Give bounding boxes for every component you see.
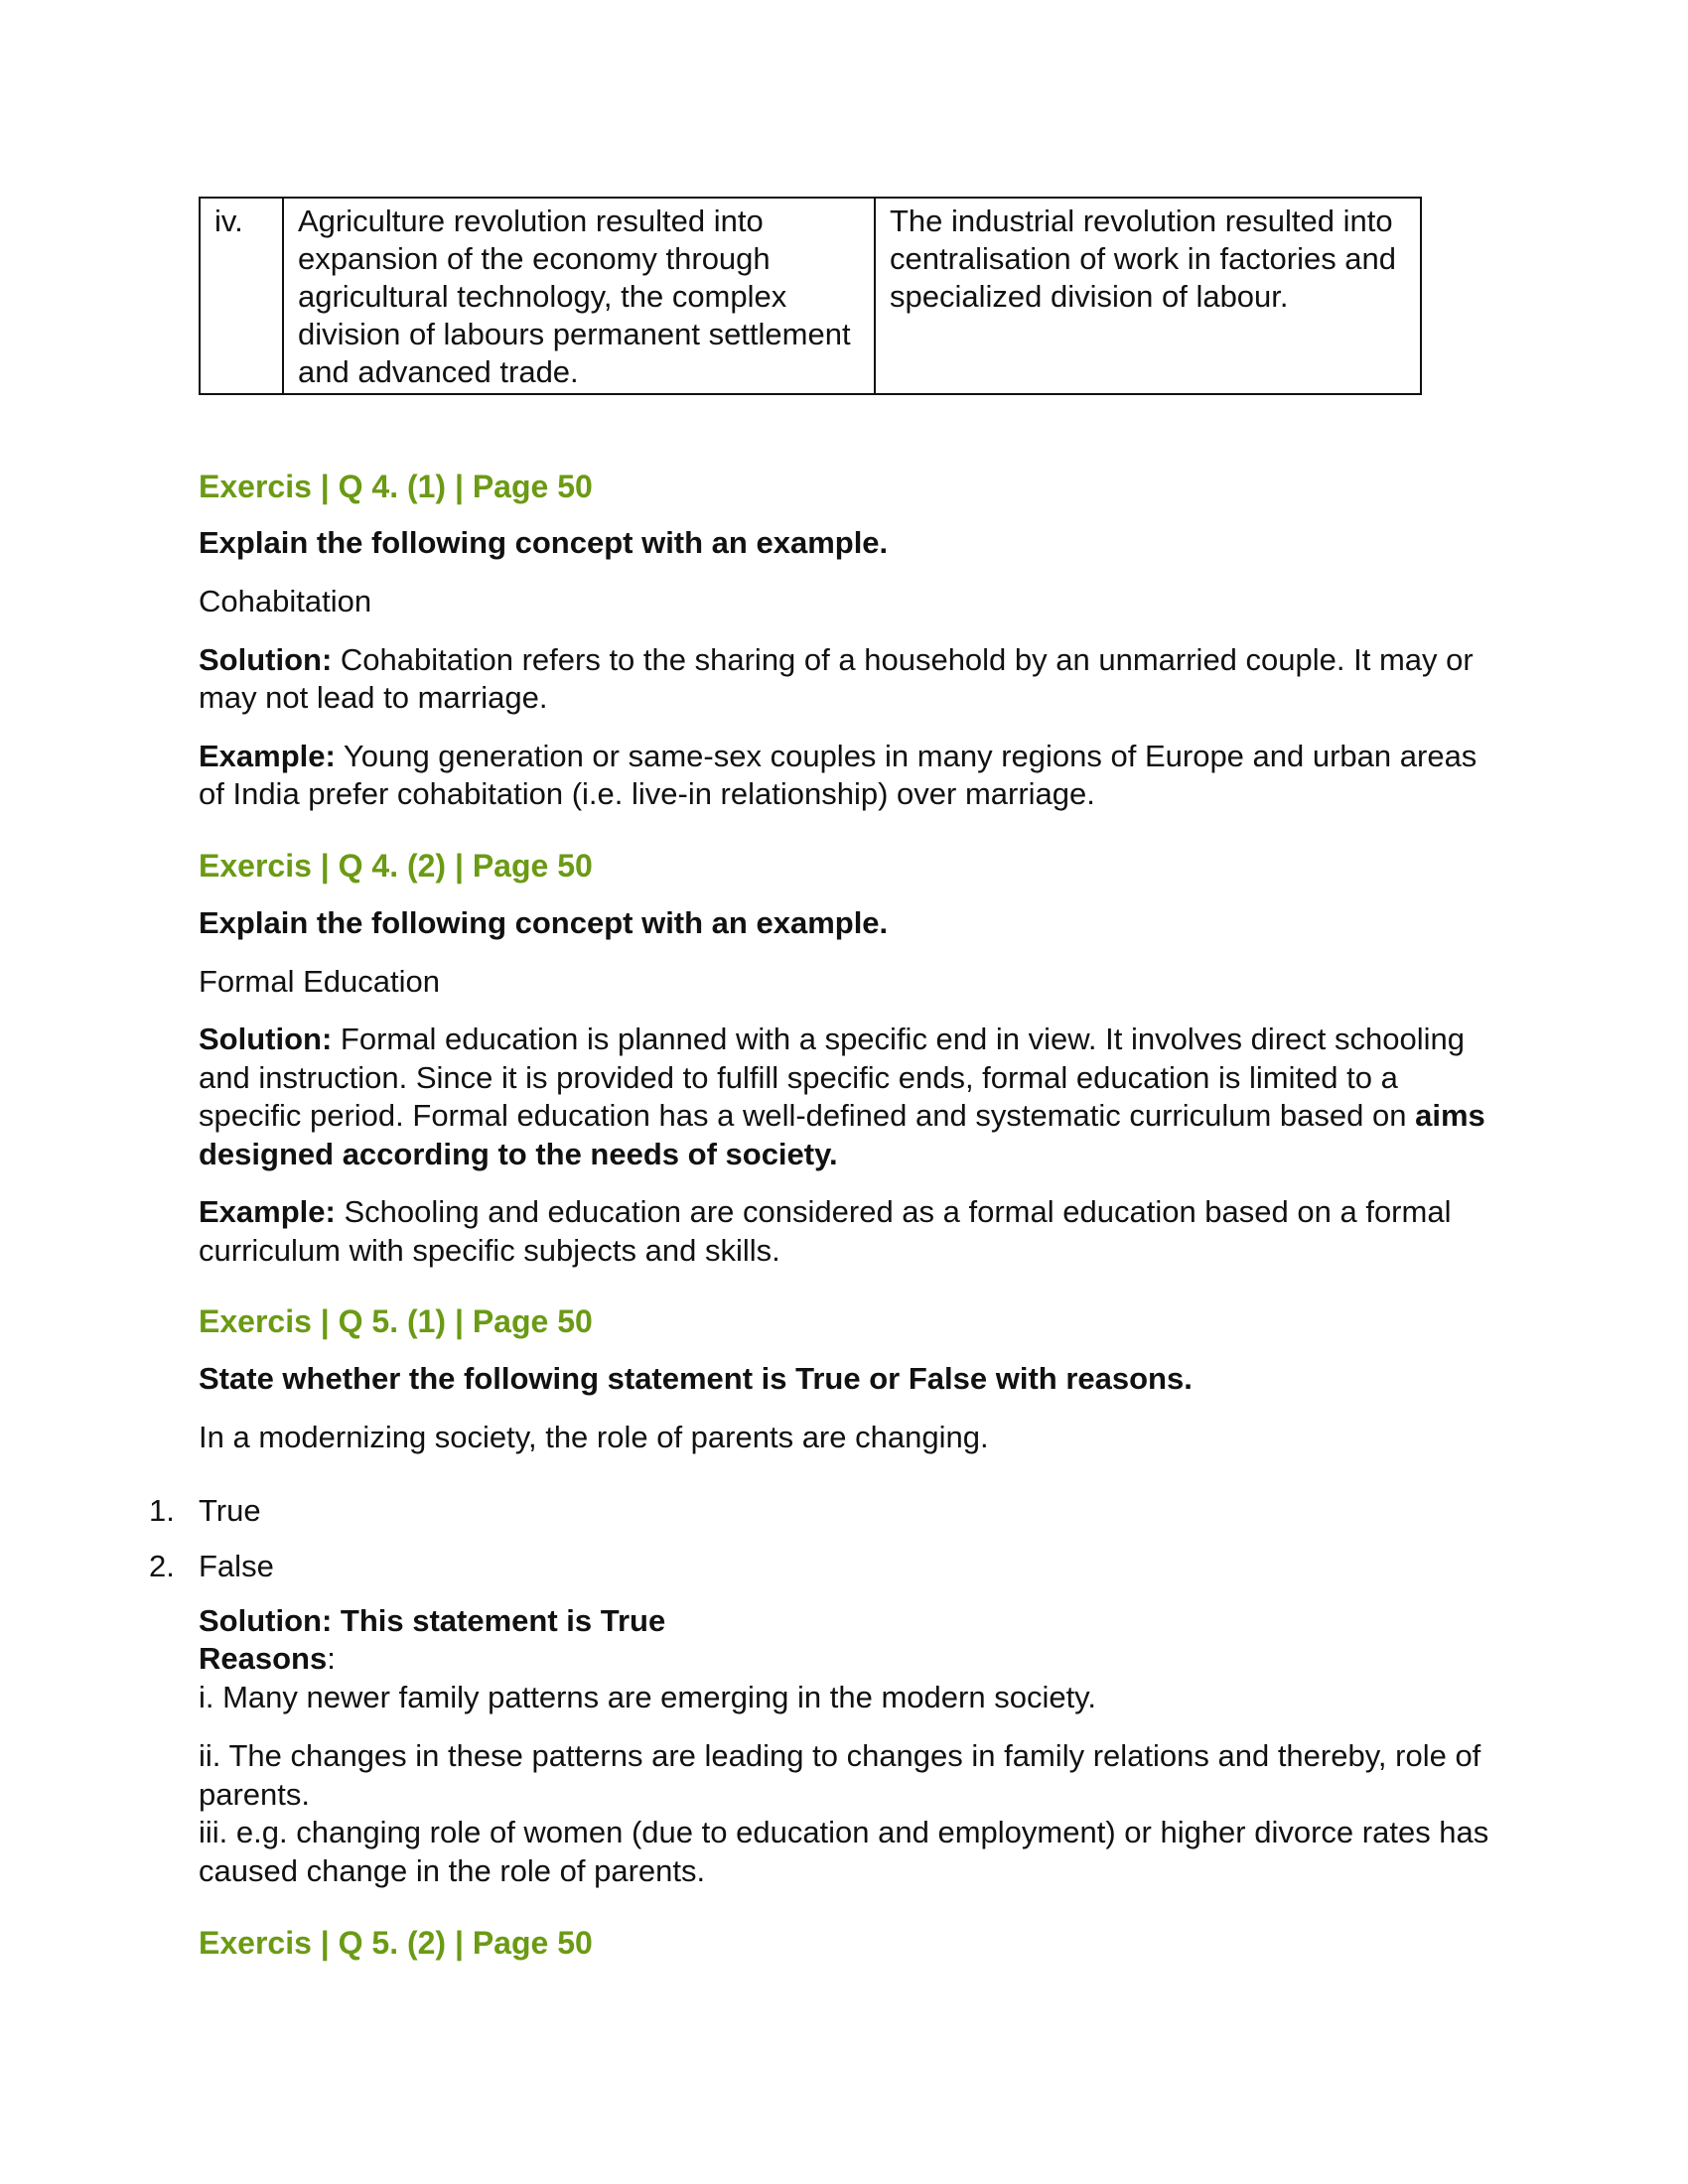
- statement-text: In a modernizing society, the role of parents are changing.: [199, 1420, 989, 1454]
- solution-label: Solution:: [199, 1022, 333, 1056]
- reasons-heading: [199, 1640, 1499, 1679]
- list-item: [149, 1491, 1499, 1531]
- row-number-cell: iv.: [200, 198, 283, 394]
- reasons-label: Reasons: [199, 1641, 328, 1676]
- question-heading: Exercis | Q 4. (1) | Page 50: [199, 469, 593, 504]
- question-4-2: [199, 846, 1499, 1271]
- question-5-2: [199, 1923, 1499, 1963]
- example-paragraph: [199, 738, 1499, 814]
- question-prompt: State whether the following statement is True or False with reasons.: [199, 1361, 1193, 1396]
- question-heading: Exercis | Q 5. (1) | Page 50: [199, 1303, 593, 1339]
- list-item: [149, 1547, 1499, 1586]
- page-content: [149, 197, 1499, 1963]
- reasons-colon: :: [327, 1641, 336, 1676]
- question-heading: Exercis | Q 5. (2) | Page 50: [199, 1925, 593, 1961]
- question-prompt: Explain the following concept with an example.: [199, 525, 889, 560]
- solution-label: Solution:: [199, 641, 333, 677]
- concept-term: Formal Education: [199, 963, 440, 999]
- reason-3: iii. e.g. changing role of women (due to education and employment) or higher divorce rates has caused change in the role of parents.: [199, 1815, 1489, 1888]
- comparison-table: [199, 197, 1422, 395]
- solution-bold-text: aims designed according to the needs of society.: [199, 1098, 1485, 1171]
- solution-line: Solution: This statement is True: [199, 1602, 666, 1638]
- example-paragraph: [199, 1193, 1499, 1270]
- question-prompt: Explain the following concept with an example.: [199, 904, 889, 940]
- question-5-1: [149, 1301, 1499, 1890]
- example-text: Schooling and education are considered as a formal education based on a formal curriculum with specific subjects and skills.: [199, 1194, 1452, 1268]
- options-list: [149, 1491, 1499, 1586]
- option-number: 2.: [149, 1548, 175, 1583]
- agriculture-revolution-cell: Agriculture revolution resulted into expansion of the economy through agricultural technology, the complex division of labours permanent settlement and advanced trade.: [283, 198, 875, 394]
- solution-text: Formal education is planned with a specific end in view. It involves direct schooling and instruction. Since it is provided to fulfill specific ends, formal education is limited to a specific period. Formal education has a well-defined and systematic curriculum based on: [199, 1022, 1465, 1133]
- question-4-1: [199, 467, 1499, 814]
- option-label: False: [199, 1548, 274, 1583]
- reason-1: i. Many newer family patterns are emerging in the modern society.: [199, 1679, 1096, 1714]
- example-label: Example:: [199, 1194, 336, 1229]
- option-label: True: [199, 1492, 261, 1528]
- example-label: Example:: [199, 738, 336, 773]
- question-heading: Exercis | Q 4. (2) | Page 50: [199, 847, 593, 884]
- reason-2: ii. The changes in these patterns are leading to changes in family relations and thereby, role of parents.: [199, 1738, 1481, 1812]
- solution-paragraph: [199, 1021, 1499, 1173]
- solution-paragraph: [199, 641, 1499, 718]
- industrial-revolution-cell: The industrial revolution resulted into centralisation of work in factories and specialized division of labour.: [875, 198, 1421, 394]
- concept-term: Cohabitation: [199, 584, 372, 618]
- option-number: 1.: [149, 1492, 175, 1528]
- table-row: [200, 198, 1421, 394]
- example-text: Young generation or same-sex couples in many regions of Europe and urban areas of India prefer cohabitation (i.e. live-in relationship) over marriage.: [199, 738, 1477, 811]
- solution-text: Cohabitation refers to the sharing of a household by an unmarried couple. It may or may not lead to marriage.: [199, 641, 1474, 715]
